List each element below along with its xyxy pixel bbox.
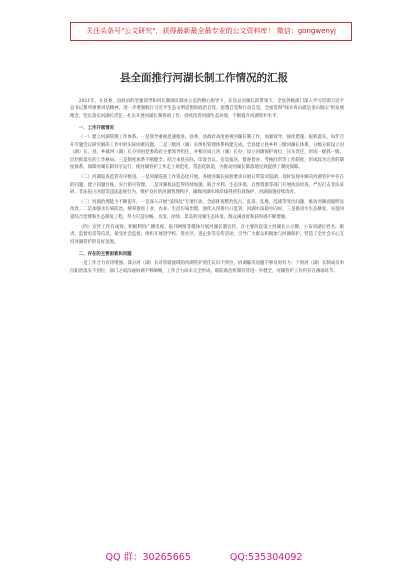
body-paragraph: （三）河湖治理能力不断提升。一是深入开展"清四乱"专项行动，全面排查整治乱占、乱采、乱堆、乱建等突出问题，推动河湖面貌明显改善。二是加强水污染防治，统筹推进工业、农业、生活污染治理，强化入河排污口监管，河湖水质稳中向好。三是推进水生态修复，实施河道综合治理和生态修复工程，努力打造河畅、水清、岸绿、景美的河湖生态环境，群众满意度和获得感不断增强。 — [70, 199, 344, 220]
document-title: 县全面推行河湖长制工作情况的汇报 — [120, 72, 288, 84]
section-heading-1: 一、工作开展情况 — [78, 125, 114, 131]
body-paragraph: （二）河湖巡查监管有序推进。一是河湖巡查工作常态化开展。各级河湖长按照要求开展日常巡河巡湖，及时发现并解决河湖管护中存在的问题，建立问题台账，实行销号管理。二是河湖执法监管持续加强。联合水利、生态环境、自然资源等部门开展执法检查，严厉打击非法采砂、非法侵占河道等违法违规行为，维护良好的河湖管理秩序，确保河湖水域岸线得到有效保护，河湖面貌持续改善。 — [70, 175, 344, 195]
promo-banner — [70, 22, 352, 41]
qq-number: QQ:535304092 — [229, 552, 303, 563]
promo-banner-text: 关注头条号"公文研究"，获得最新最全最专业的公文资料库！ 微信：gongwenyj — [86, 27, 336, 35]
qq-group: QQ 群：30265665 — [105, 552, 191, 563]
section-heading-2: 二、存在的主要困难和问题 — [78, 251, 132, 257]
contact-footer — [0, 549, 408, 563]
body-paragraph: （四）宣传工作有成效。积极利用广播电视、报刊网络等媒体开展河湖长制宣传，在主要河段设立河湖长公示牌，公布河湖长姓名、职责、监督电话等信息，接受社会监督。组织开展进学校、进社区、进企业等宣传活动，引导广大群众积极参与河湖保护，营造了全社会关心支持河湖管护的良好氛围。 — [70, 224, 344, 245]
intro-paragraph: 2021年，在县委、县政府的坚强领导和河长制湖长制办公室的精心指导下，在县总河湖长的带领下，全县各级部门深入学习贯彻习近平总书记系列重要讲话精神，进一步增强践行习近平生态文明思想的政治自觉、思想自觉和行动自觉，全面贯彻"绿水青山就是金山银山"的发展理念，坚定落实河湖长责任，扎实开展河湖长制各项工作，持续改善河湖生态环境，不断提升河湖管护水平。 — [70, 99, 344, 119]
document-body — [70, 98, 344, 275]
body-paragraph: （一）建立河湖管理工作体系。一是领导重视迅速推进。县委、县政府高度重视河湖长制工作，加强领导、强化措施、狠抓落实，每年召开专题会议研究解决工作中的实际困难问题。二是三级河（湖）长组织管理体系构建完成。全县建立县乡村三级河湖长体系，分级分段设立河（湖）长，县、乡镇河（湖）长分别由党委政府主要领导担任，并相应成立河（湖）长办，设立河湖保护岗位，压实责任，形成一级抓一级、层层抓落实的工作格局。三是制度体系不断健全。结合本县实际，印发会议、信息报送、督查督办、考核问责等工作制度，形成较为完善的制度体系，保障河湖长制有序运行，使河湖管护工作走上规范化、常态化轨道，为推动河湖长制落地见效提供了制度保障。 — [70, 135, 344, 171]
body-paragraph: 一是工作合力有待增强。部分河（湖）长对管辖流域的河湖管护责任认识不到位，协调解决问题不够及时有力；个别河（湖）长制成员单位职责落实不到位，部门之间沟通协调不够顺畅，工作合力尚未完全形成，联防联治机制有待进一步健全，河湖管护工作仍存在薄弱环节。 — [70, 261, 344, 274]
